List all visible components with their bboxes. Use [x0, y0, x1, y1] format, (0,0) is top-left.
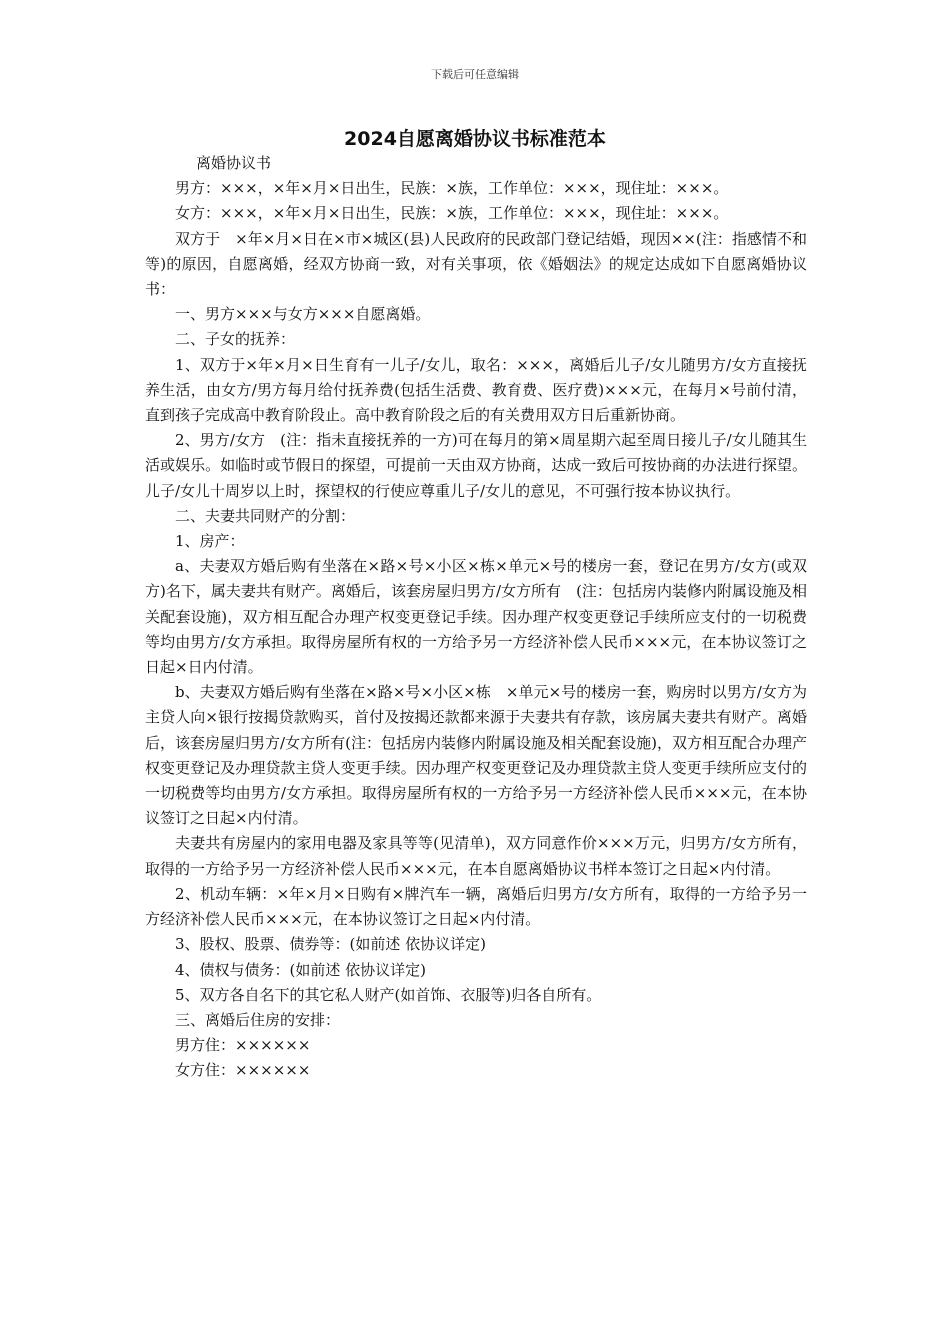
party-female: 女方：×××，×年×月×日出生，民族：×族，工作单位：×××，现住址：×××。	[175, 204, 729, 223]
clause-vehicle: 2、机动车辆：×年×月×日购有×牌汽车一辆，离婚后归男方/女方所有，取得的一方给予另一方经济补偿人民币×××元，在本协议签订之日起×内付清。	[145, 884, 807, 929]
section-heading-custody: 二、子女的抚养：	[175, 330, 296, 349]
subheading-real-estate: 1、房产：	[175, 532, 245, 551]
document-subtitle: 离婚协议书	[196, 154, 272, 172]
party-male: 男方：×××，×年×月×日出生，民族：×族，工作单位：×××，现住址：×××。	[175, 179, 729, 198]
housing-male: 男方住：××××××	[175, 1036, 311, 1055]
clause-divorce: 一、男方×××与女方×××自愿离婚。	[175, 305, 431, 324]
section-heading-property: 二、夫妻共同财产的分割：	[175, 506, 356, 525]
clause-custody-support: 1、双方于×年×月×日生育有一儿子/女儿，取名：×××，离婚后儿子/女儿随男方/女方直接抚养生活，由女方/男方每月给付抚养费(包括生活费、教育费、医疗费)×××元，在每月×号前付清，直到孩子完成高中教育阶段止。高中教育阶段之后的有关费用双方日后重新协商。	[145, 355, 807, 425]
housing-female: 女方住：××××××	[175, 1061, 311, 1080]
clause-debts: 4、债权与债务：(如前述 依协议详定)	[175, 960, 427, 979]
clause-securities: 3、股权、股票、债券等：(如前述 依协议详定)	[175, 935, 487, 954]
intro-paragraph: 双方于 ×年×月×日在×市×城区(县)人民政府的民政部门登记结婚，现因××(注：指感情不和等)的原因，自愿离婚，经双方协商一致，对有关事项，依《婚姻法》的规定达成如下自愿离婚协议书：	[145, 229, 807, 299]
clause-house-b: b、夫妻双方婚后购有坐落在×路×号×小区×栋 ×单元×号的楼房一套，购房时以男方/女方为主贷人向×银行按揭贷款购买，首付及按揭还款都来源于夫妻共有存款，该房属夫妻共有财产。离婚后，该套房屋归男方/女方所有(注：包括房内装修内附属设施及相关配套设施)，双方相互配合办理产权变更登记及办理贷款主贷人变更手续。因办理产权变更登记及办理贷款主贷人变更手续所应支付的一切税费等均由男方/女方承担。取得房屋所有权的一方给予另一方经济补偿人民币×××元，在本协议签订之日起×内付清。	[145, 683, 807, 828]
clause-visitation: 2、男方/女方 (注：指未直接抚养的一方)可在每月的第×周星期六起至周日接儿子/女儿随其生活或娱乐。如临时或节假日的探望，可提前一天由双方协商，达成一致后可按协商的办法进行探望。儿子/女儿十周岁以上时，探望权的行使应尊重儿子/女儿的意见，不可强行按本协议执行。	[145, 431, 807, 500]
clause-furniture: 夫妻共有房屋内的家用电器及家具等等(见清单)，双方同意作价×××万元，归男方/女方所有，取得的一方给予另一方经济补偿人民币×××元，在本自愿离婚协议书样本签订之日起×内付清。	[145, 834, 807, 878]
clause-personal-property: 5、双方各自名下的其它私人财产(如首饰、衣服等)归各自所有。	[175, 985, 602, 1004]
document-body	[145, 151, 807, 1084]
page-header-note: 下载后可任意编辑	[431, 68, 519, 81]
document-title: 2024自愿离婚协议书标准范本	[344, 128, 606, 150]
section-heading-housing: 三、离婚后住房的安排：	[175, 1010, 341, 1029]
clause-house-a: a、夫妻双方婚后购有坐落在×路×号×小区×栋×单元×号的楼房一套，登记在男方/女方(或双方)名下，属夫妻共有财产。离婚后，该套房屋归男方/女方所有 (注：包括房内装修内附属设施及相关配套设施)，双方相互配合办理产权变更登记手续。因办理产权变更登记手续所应支付的一切税费等均由男方/女方承担。取得房屋所有权的一方给予另一方经济补偿人民币×××元，在本协议签订之日起×日内付清。	[145, 557, 807, 677]
